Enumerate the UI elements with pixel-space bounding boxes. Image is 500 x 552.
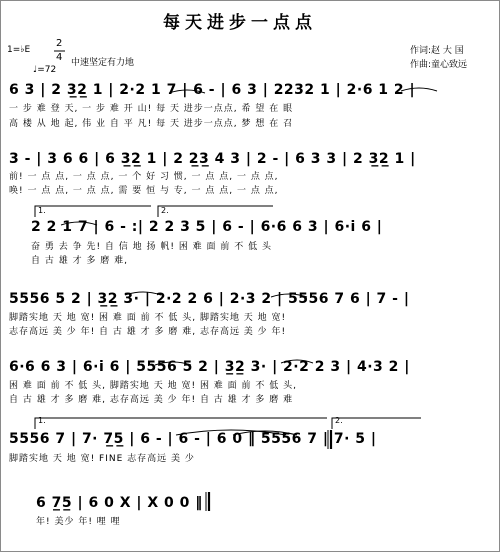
notation-line-5: 6·6 6 3 | 6·i 6 | 5556 5 2 | 3̲2̲ 3· | 2·2 2 3 | 4·3 2 | xyxy=(9,359,410,375)
lyrics-line-3-verse-2: 自 古 雄 才 多 磨 难, xyxy=(31,256,129,266)
volta-bracket-1-system-3 xyxy=(35,206,151,217)
lyrics-line-5-verse-2: 自 古 雄 才 多 磨 难, 志存高远 美 少 年! 自 古 雄 才 多 磨 难 xyxy=(9,395,294,405)
tie-mark xyxy=(125,292,161,295)
lyrics-line-2-verse-2: 唤! 一 点 点, 一 点 点, 需 要 恒 与 专, 一 点 点, 一 点 点, xyxy=(9,186,279,196)
time-signature-top: 2 xyxy=(56,38,63,49)
lyrics-line-1-verse-1: 一 步 难 登 天, 一 步 难 开 山! 每 天 进步一点点, 希 望 在 眼 xyxy=(9,104,294,114)
volta-1-system-6: 1. xyxy=(38,416,46,425)
notation-line-6: 5556 7 | 7· 7̲5̲ | 6 - | 6 - | 6 0 ‖ 5556 7 | 7· 5 | xyxy=(9,431,377,447)
volta-2-system-3: 2. xyxy=(161,206,169,215)
notation-line-1: 6 3 | 2 3̲2̲ 1 | 2·2 1 7 | 6 - | 6 3 | 2232 1 | 2·6 1 2 | xyxy=(9,82,416,98)
tie-mark xyxy=(61,222,97,225)
key-signature: 1=♭E xyxy=(7,45,31,55)
tie-mark xyxy=(155,362,191,365)
volta-bracket-1-system-6 xyxy=(35,418,327,429)
volta-2-system-6: 2. xyxy=(335,416,343,425)
tie-mark xyxy=(271,294,307,297)
lyricist-credit: 作词:赵 大 国 xyxy=(410,46,464,56)
notation-line-7: 6 7̲5̲ | 6 0 X | X 0 0 ‖ xyxy=(36,495,203,511)
tempo-marking: 中速坚定有力地 xyxy=(71,58,135,68)
composer-credit: 作曲:童心致远 xyxy=(410,60,468,70)
notation-line-4: 5556 5 2 | 3̲2̲ 3· | 2·2 2 6 | 2·3 2 | 5556 7 6 | 7 - | xyxy=(9,291,410,307)
engraving-marks xyxy=(1,1,499,551)
volta-bracket-2-system-3 xyxy=(158,206,273,217)
tie-mark xyxy=(281,360,313,363)
time-signature-bottom: 4 xyxy=(56,52,63,63)
tie-mark xyxy=(401,88,437,91)
lyrics-line-2-verse-1: 前! 一 点 点, 一 点 点, 一 个 好 习 惯, 一 点 点, 一 点 点, xyxy=(9,172,279,182)
lyrics-line-5-verse-1: 困 难 面 前 不 低 头, 脚踏实地 天 地 宽! 困 难 面 前 不 低 头, xyxy=(9,381,297,391)
tempo: ♩=72 xyxy=(33,65,57,75)
tie-mark xyxy=(169,90,205,93)
lyrics-line-3-verse-1: 奋 勇 去 争 先! 自 信 地 扬 帆! 困 难 面 前 不 低 头 xyxy=(31,242,272,252)
notation-line-3: 2 2 1 7 | 6 - :| 2 2 3 5 | 6 - | 6·6 6 3 | 6·i 6 | xyxy=(31,219,383,235)
lyrics-line-7: 年! 美少 年! 哩 哩 xyxy=(36,517,121,527)
volta-bracket-2-system-6 xyxy=(332,418,421,429)
lyrics-line-4-verse-2: 志存高远 美 少 年! 自 古 雄 才 多 磨 难, 志存高远 美 少 年! xyxy=(9,327,287,337)
lyrics-line-6: 脚踏实地 天 地 宽! FINE 志存高远 美 少 xyxy=(9,454,195,464)
lyrics-line-4-verse-1: 脚踏实地 天 地 宽! 困 难 面 前 不 低 头, 脚踏实地 天 地 宽! xyxy=(9,313,287,323)
song-title: 每天进步一点点 xyxy=(163,13,317,33)
lyrics-line-1-verse-2: 高 楼 从 地 起, 伟 业 自 平 凡! 每 天 进步一点点, 梦 想 在 召 xyxy=(9,119,294,129)
notation-line-2: 3 - | 3 6 6 | 6 3̲2̲ 1 | 2 2̲3̲ 4 3 | 2 - | 6 3 3 | 2 3̲2̲ 1 | xyxy=(9,151,416,167)
volta-1-system-3: 1. xyxy=(38,206,46,215)
